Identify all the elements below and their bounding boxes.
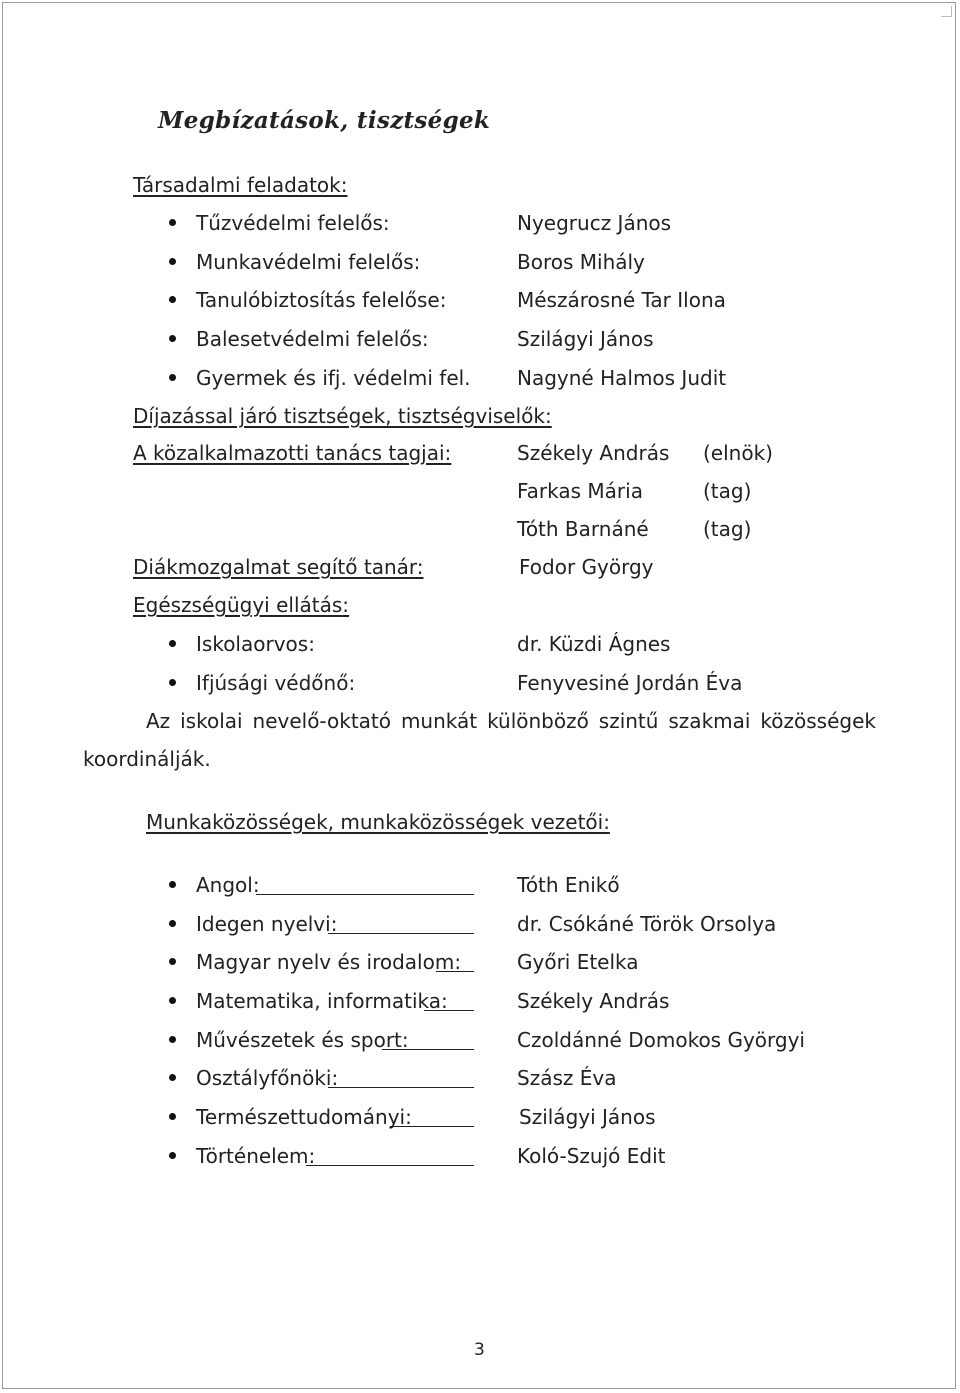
page-corner-mark <box>941 6 952 17</box>
bullet-icon <box>169 1036 176 1043</box>
bullet-icon <box>169 679 176 686</box>
item-label: Gyermek és ifj. védelmi fel. <box>196 366 471 390</box>
bullet-icon <box>169 958 176 965</box>
paragraph-word: közösségek <box>760 709 876 733</box>
item-name: Győri Etelka <box>517 950 639 974</box>
item-label: Ifjúsági védőnő: <box>196 671 356 695</box>
council-member-role: (tag) <box>703 517 752 541</box>
council-member-role: (tag) <box>703 479 752 503</box>
item-name: Szász Éva <box>517 1066 617 1090</box>
student-movement-name: Fodor György <box>519 555 654 579</box>
fill-line <box>382 1049 474 1050</box>
council-member-name: Székely András <box>517 441 670 465</box>
page-number: 3 <box>474 1340 485 1360</box>
item-label: Történelem: <box>196 1144 316 1168</box>
fill-line <box>306 1165 474 1166</box>
item-label: Munkavédelmi felelős: <box>196 250 421 274</box>
item-name: dr. Küzdi Ágnes <box>517 632 671 656</box>
item-label: Balesetvédelmi felelős: <box>196 327 429 351</box>
page-border <box>2 2 956 1389</box>
bullet-icon <box>169 997 176 1004</box>
item-name: Czoldánné Domokos Györgyi <box>517 1028 805 1052</box>
council-member-name: Farkas Mária <box>517 479 643 503</box>
fill-line <box>436 971 474 972</box>
item-name: Nyegrucz János <box>517 211 672 235</box>
item-label: Idegen nyelvi: <box>196 912 338 936</box>
item-name: Koló-Szujó Edit <box>517 1144 666 1168</box>
fill-line <box>256 894 474 895</box>
health-heading: Egészségügyi ellátás: <box>133 593 350 617</box>
item-label: Tanulóbiztosítás felelőse: <box>196 288 447 312</box>
council-member-role: (elnök) <box>703 441 773 465</box>
item-label: Művészetek és sport: <box>196 1028 409 1052</box>
bullet-icon <box>169 1113 176 1120</box>
bullet-icon <box>169 640 176 647</box>
page-title: Megbízatások, tisztségek <box>158 107 491 134</box>
item-name: Szilágyi János <box>519 1105 656 1129</box>
paragraph-word: iskolai <box>180 709 243 733</box>
social-heading: Társadalmi feladatok: <box>133 173 348 197</box>
paragraph-word: szakmai <box>668 709 751 733</box>
paragraph-line <box>146 709 876 733</box>
bullet-icon <box>169 296 176 303</box>
council-member-name: Tóth Barnáné <box>517 517 649 541</box>
bullet-icon <box>169 920 176 927</box>
bullet-icon <box>169 374 176 381</box>
paragraph-word: nevelő-oktató <box>252 709 392 733</box>
item-name: Fenyvesiné Jordán Éva <box>517 671 743 695</box>
council-label: A közalkalmazotti tanács tagjai: <box>133 441 452 465</box>
bullet-icon <box>169 1152 176 1159</box>
fill-line <box>328 933 474 934</box>
item-name: dr. Csókáné Török Orsolya <box>517 912 777 936</box>
item-label: Természettudományi: <box>196 1105 412 1129</box>
bullet-icon <box>169 335 176 342</box>
paragraph-word: különböző <box>487 709 589 733</box>
item-label: Tűzvédelmi felelős: <box>196 211 390 235</box>
communities-heading: Munkaközösségek, munkaközösségek vezetői: <box>146 810 610 834</box>
bullet-icon <box>169 258 176 265</box>
paragraph-word: szintű <box>598 709 659 733</box>
paragraph-word: Az <box>146 709 171 733</box>
bullet-icon <box>169 881 176 888</box>
item-name: Szilágyi János <box>517 327 654 351</box>
item-label: Matematika, informatika: <box>196 989 448 1013</box>
item-label: Iskolaorvos: <box>196 632 315 656</box>
item-name: Boros Mihály <box>517 250 645 274</box>
item-label: Angol: <box>196 873 260 897</box>
fill-line <box>328 1087 474 1088</box>
paragraph-word: munkát <box>400 709 478 733</box>
item-name: Mészárosné Tar Ilona <box>517 288 726 312</box>
bullet-icon <box>169 1074 176 1081</box>
student-movement-label: Diákmozgalmat segítő tanár: <box>133 555 424 579</box>
item-label: Osztályfőnöki: <box>196 1066 339 1090</box>
fill-line <box>424 1010 474 1011</box>
paid-heading: Díjazással járó tisztségek, tisztségviselők: <box>133 404 552 428</box>
item-name: Székely András <box>517 989 670 1013</box>
paragraph-last-line: koordinálják. <box>83 747 211 771</box>
item-name: Nagyné Halmos Judit <box>517 366 727 390</box>
fill-line <box>390 1126 474 1127</box>
bullet-icon <box>169 219 176 226</box>
item-name: Tóth Enikő <box>517 873 620 897</box>
item-label: Magyar nyelv és irodalom: <box>196 950 462 974</box>
